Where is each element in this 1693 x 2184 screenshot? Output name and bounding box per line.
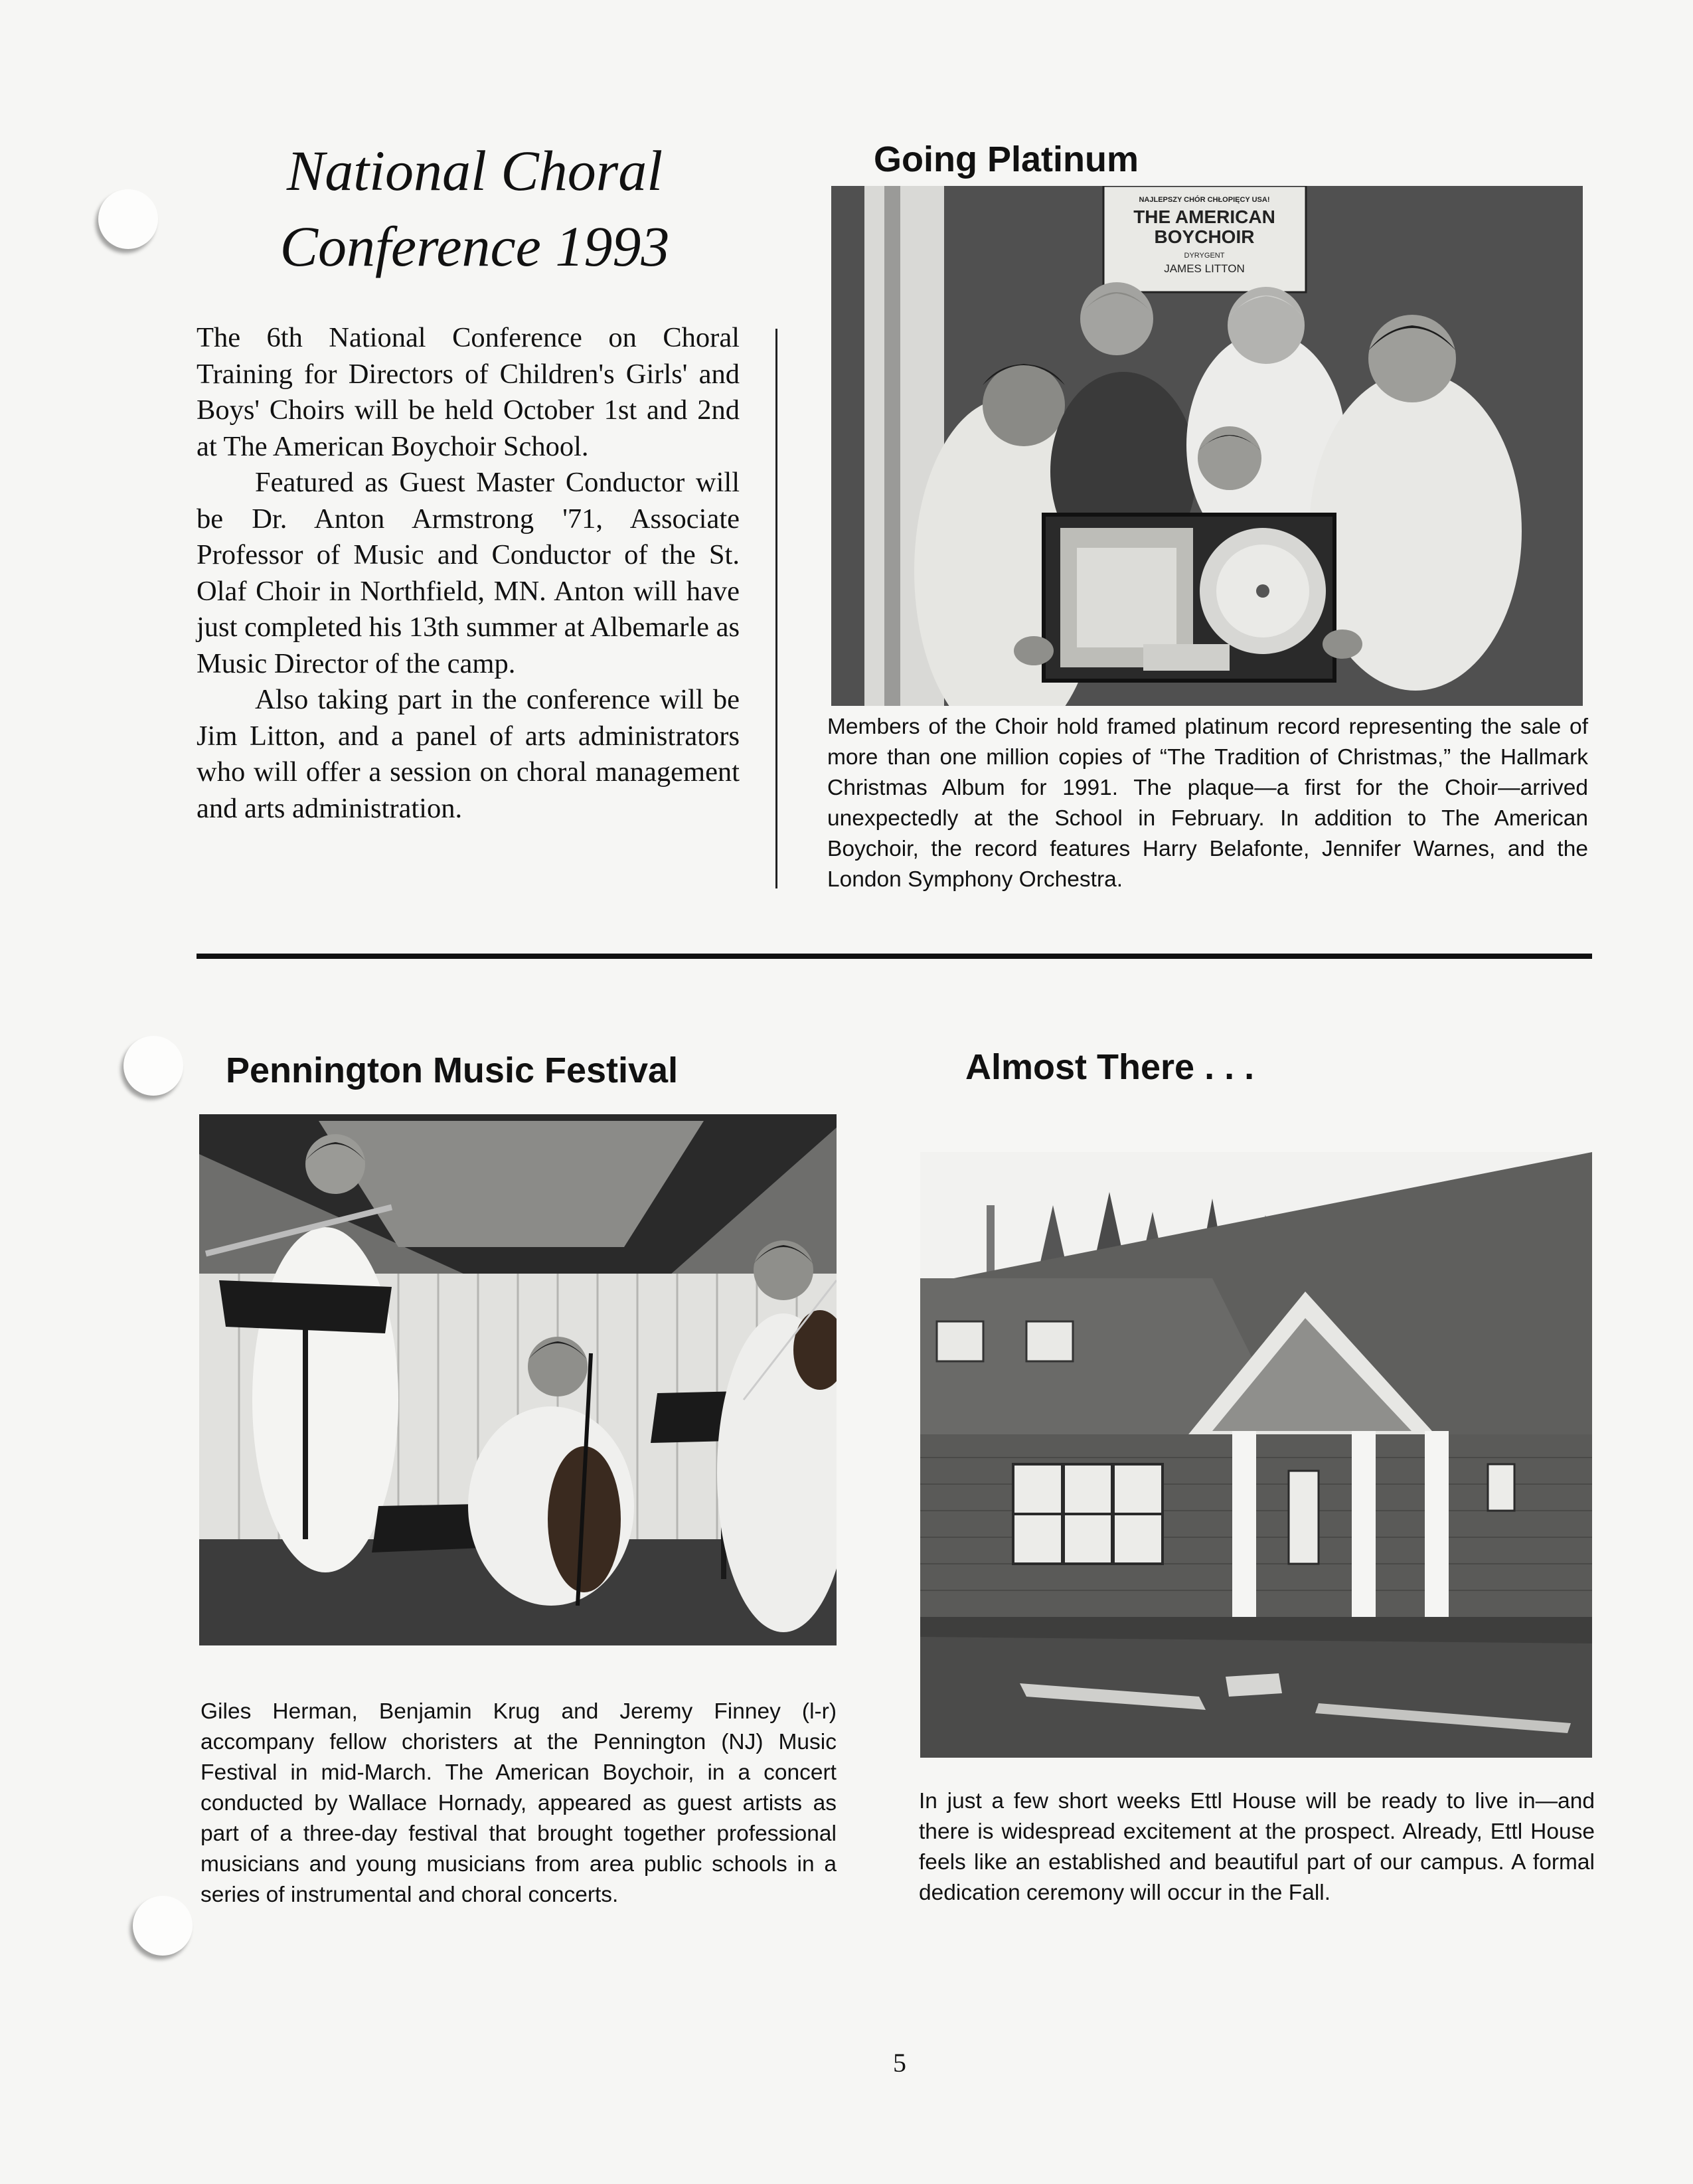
- conference-title-line1: National Choral: [286, 139, 663, 203]
- ettl-house-photo: [920, 1152, 1592, 1758]
- platinum-record-photo: [831, 186, 1583, 706]
- binder-hole-bottom: [133, 1896, 193, 1956]
- pennington-festival-illustration: [199, 1114, 837, 1645]
- poster-line-4: DYRYGENT: [1184, 252, 1225, 260]
- conference-article: [197, 320, 740, 827]
- conference-paragraph: Featured as Guest Master Conductor will be Dr. Anton Armstrong '71, Associate Professor of Music and Conductor of the St. Olaf Choir in Northfield, MN. Anton will have just completed his 13th summer at Albemarle as Music Director of the camp.: [197, 467, 740, 679]
- almost-there-heading: Almost There . . .: [965, 1047, 1255, 1087]
- conference-title: [199, 133, 750, 284]
- platinum-heading: Going Platinum: [874, 139, 1139, 179]
- conference-paragraph: Also taking part in the conference will be Jim Litton, and a panel of arts administrators who will offer a session on choral management and arts administration.: [197, 684, 740, 824]
- poster-line-3: BOYCHOIR: [1154, 226, 1255, 247]
- poster-line-5: JAMES LITTON: [1164, 262, 1245, 275]
- column-divider: [775, 329, 777, 888]
- binder-hole-middle: [123, 1036, 183, 1096]
- conference-title-line2: Conference 1993: [280, 214, 670, 278]
- almost-there-caption: In just a few short weeks Ettl House will be ready to live in—and there is widespread excitement at the prospect. Already, Ettl House feels like an established and beautiful part of our campus. A formal dedication ceremony will occur in the Fall.: [919, 1789, 1595, 1905]
- page-number: 5: [893, 2048, 906, 2078]
- section-divider: [197, 954, 1592, 959]
- poster-line-2: THE AMERICAN: [1133, 207, 1275, 227]
- conference-paragraph: The 6th National Conference on Choral Training for Directors of Children's Girls' and Boys' Choirs will be held October 1st and 2nd at The American Boychoir School.: [197, 322, 740, 462]
- ettl-house-illustration: [920, 1152, 1592, 1758]
- pennington-heading: Pennington Music Festival: [226, 1050, 679, 1090]
- platinum-caption: Members of the Choir hold framed platinum record representing the sale of more than one million copies of “The Tradition of Christmas,” the Hallmark Christmas Album for 1991. The plaque—a first for the Choir—arrived unexpectedly at the School in February. In addition to The American Boychoir, the record features Harry Belafonte, Jennifer Warnes, and the London Symphony Orchestra.: [827, 714, 1588, 892]
- poster-line-1: NAJLEPSZY CHÓR CHŁOPIĘCY USA!: [1139, 196, 1270, 204]
- pennington-caption: Giles Herman, Benjamin Krug and Jeremy Finney (l-r) accompany fellow choristers at the Pennington (NJ) Music Festival in mid-March. The American Boychoir, in a concert conducted by Wallace Hornady, appeared as guest artists as part of a three-day festival that brought together professional musicians and young musicians from area public schools in a series of instrumental and choral concerts.: [201, 1699, 837, 1907]
- platinum-record-illustration: [831, 186, 1583, 706]
- binder-hole-top: [98, 189, 158, 249]
- pennington-festival-photo: [199, 1114, 837, 1645]
